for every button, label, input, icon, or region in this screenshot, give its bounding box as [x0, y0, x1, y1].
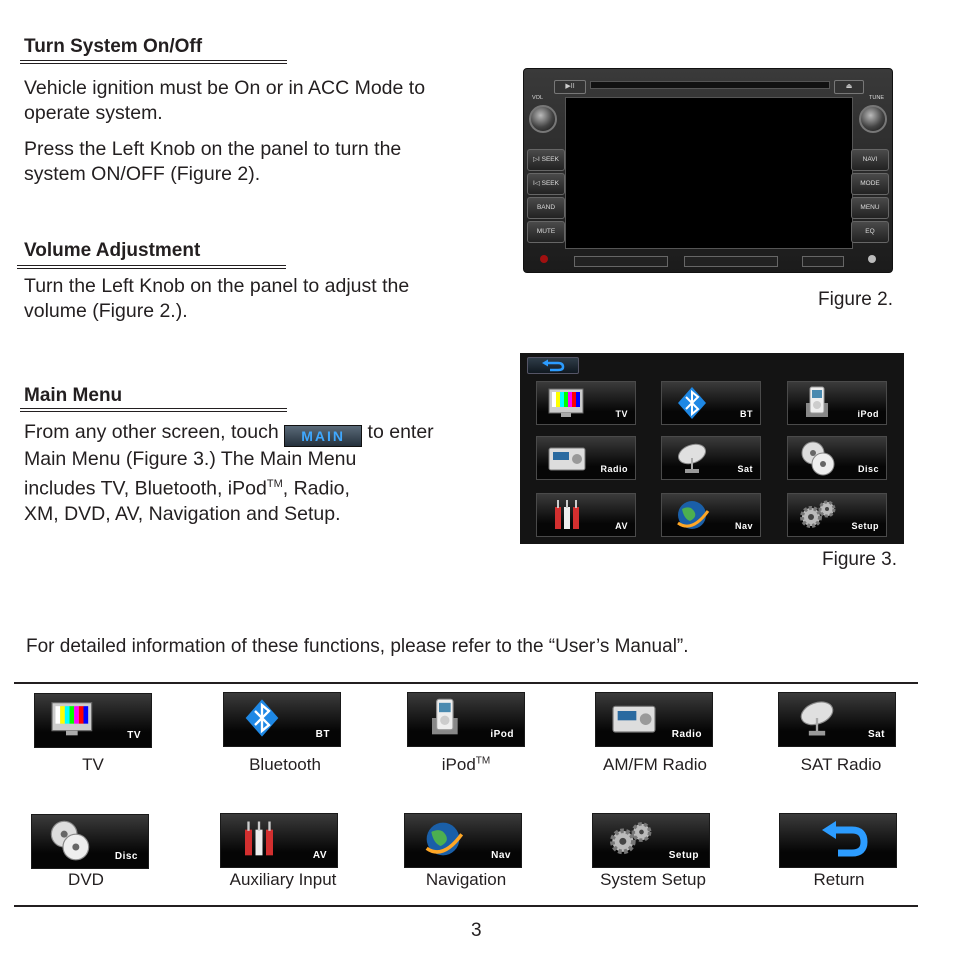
eq-button: EQ	[851, 221, 889, 243]
tv-icon	[547, 385, 587, 421]
power-led	[540, 255, 548, 263]
menu-tile-sat: Sat	[661, 436, 761, 480]
legend-tile-disc: Disc	[31, 814, 149, 869]
heading-turn-on-off: Turn System On/Off	[24, 36, 203, 57]
heading-main-menu: Main Menu	[24, 385, 123, 406]
legend-tile-bt: BT	[223, 692, 341, 747]
power-paragraph-1: Vehicle ignition must be On or in ACC Mode to operate system.	[24, 77, 426, 124]
bluetooth-icon	[238, 697, 286, 739]
av-cables-icon	[547, 497, 587, 533]
gps-slot	[684, 256, 778, 267]
figure-3-caption: Figure 3.	[822, 549, 897, 570]
disc-icon	[46, 819, 94, 861]
legend-caption: DVD	[68, 870, 104, 889]
legend-caption: Auxiliary Input	[229, 870, 337, 889]
legend-caption: SAT Radio	[800, 755, 882, 774]
legend-caption: Navigation	[425, 870, 507, 889]
ipod-icon	[422, 697, 470, 739]
bluetooth-icon	[672, 385, 712, 421]
legend-bottom-rule	[14, 905, 918, 907]
legend-top-rule	[14, 682, 918, 684]
legend-tile-radio: Radio	[595, 692, 713, 747]
page-number: 3	[471, 920, 482, 941]
legend-tile-return	[779, 813, 897, 868]
menu-button: MENU	[851, 197, 889, 219]
legend-tile-av: AV	[220, 813, 338, 868]
radio-icon	[547, 440, 587, 476]
legend-tile-tv: TV	[34, 693, 152, 748]
figure-2-caption: Figure 2.	[818, 289, 893, 310]
menu-tile-radio: Radio	[536, 436, 636, 480]
figure-3-main-menu	[520, 353, 904, 544]
satellite-dish-icon	[672, 440, 712, 476]
legend-caption: TV	[82, 755, 104, 774]
mute-button: MUTE	[527, 221, 565, 243]
unit-screen	[565, 97, 853, 249]
play-pause-button: ▶II	[554, 80, 586, 94]
reference-note: For detailed information of these functions, please refer to the “User’s Manual”.	[26, 636, 689, 657]
legend-caption: iPod™	[441, 755, 491, 774]
gears-icon	[607, 818, 655, 860]
ipod-icon	[798, 385, 838, 421]
disc-slot	[590, 81, 830, 89]
return-arrow-icon	[528, 358, 578, 373]
menu-tile-nav: Nav	[661, 493, 761, 537]
legend-tile-setup: Setup	[592, 813, 710, 868]
return-arrow-icon	[794, 818, 884, 864]
menu-tile-tv: TV	[536, 381, 636, 425]
disc-icon	[798, 440, 838, 476]
globe-icon	[419, 818, 467, 860]
legend-tile-sat: Sat	[778, 692, 896, 747]
main-menu-paragraph: From any other screen, touch MAIN to enter Main Menu (Figure 3.) The Main Menu includes TV, Bluetooth, iPod™, Radio, XM, DVD, AV, Navigation and Setup.	[24, 421, 434, 525]
power-paragraph-2: Press the Left Knob on the panel to turn the system ON/OFF (Figure 2).	[24, 138, 402, 185]
satellite-dish-icon	[793, 697, 841, 739]
heading-underline	[17, 265, 286, 269]
gears-icon	[798, 497, 838, 533]
tv-icon	[49, 698, 97, 740]
legend-caption: AM/FM Radio	[603, 755, 707, 774]
return-button	[527, 357, 579, 374]
menu-tile-setup: Setup	[787, 493, 887, 537]
right-knob	[859, 105, 887, 133]
menu-tile-av: AV	[536, 493, 636, 537]
usb-port	[802, 256, 844, 267]
legend-tile-nav: Nav	[404, 813, 522, 868]
figure-2-head-unit	[523, 68, 893, 273]
band-button: BAND	[527, 197, 565, 219]
menu-tile-bt: BT	[661, 381, 761, 425]
globe-icon	[672, 497, 712, 533]
eject-button: ⏏	[834, 80, 864, 94]
left-knob	[529, 105, 557, 133]
sd-slot	[574, 256, 668, 267]
av-cables-icon	[235, 818, 283, 860]
mode-button: MODE	[851, 173, 889, 195]
legend-tile-ipod: iPod	[407, 692, 525, 747]
menu-tile-ipod: iPod	[787, 381, 887, 425]
seek-up-button: ▷I SEEK	[527, 149, 565, 171]
heading-volume: Volume Adjustment	[24, 240, 201, 261]
tune-label: TUNE	[869, 95, 884, 101]
seek-down-button: I◁ SEEK	[527, 173, 565, 195]
legend-caption: System Setup	[600, 870, 706, 889]
volume-paragraph: Turn the Left Knob on the panel to adjust the volume (Figure 2.).	[24, 275, 410, 322]
heading-underline	[20, 408, 287, 412]
navi-button: NAVI	[851, 149, 889, 171]
legend-caption: Return	[813, 870, 865, 889]
reset-button	[868, 255, 876, 263]
heading-underline	[20, 60, 287, 64]
vol-label: VOL	[532, 95, 544, 101]
radio-icon	[610, 697, 658, 739]
legend-caption: Bluetooth	[249, 755, 321, 774]
menu-tile-disc: Disc	[787, 436, 887, 480]
main-button-badge: MAIN	[284, 425, 362, 447]
